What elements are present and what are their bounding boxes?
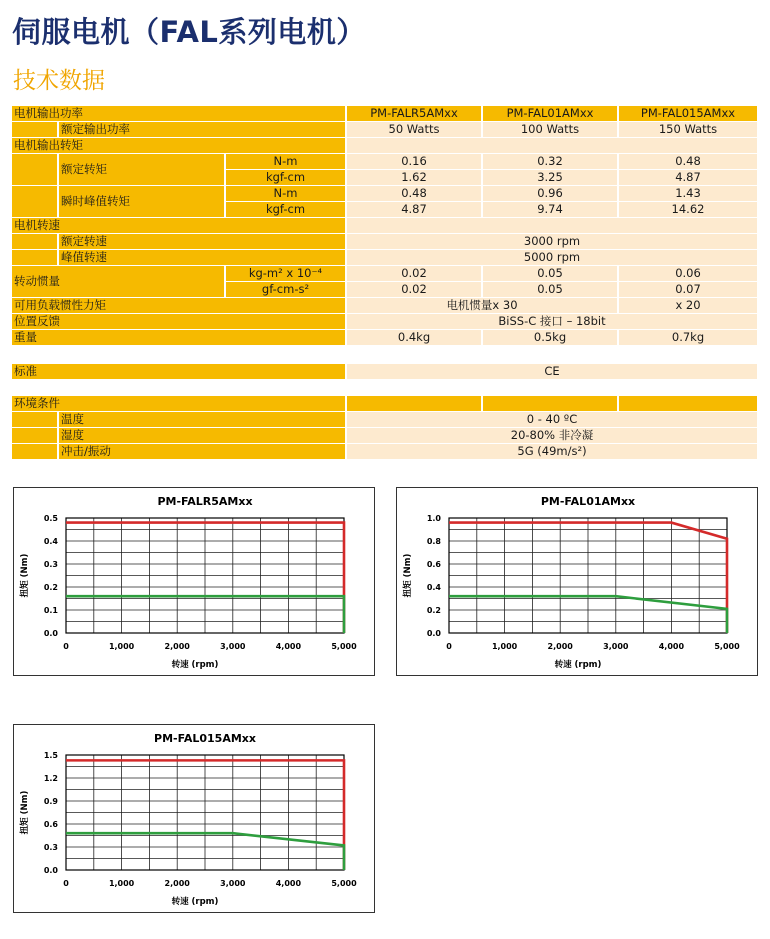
y-tick-label: 0.0: [43, 629, 58, 638]
weight-label: 重量: [12, 330, 345, 345]
chart-svg: [397, 488, 757, 675]
indent-cell: [12, 444, 57, 459]
torque-speed-chart-3: [13, 724, 375, 913]
torque-speed-chart-1: [13, 487, 375, 676]
load-inertia-value-b: x 20: [619, 298, 757, 313]
blank-cell: [347, 138, 757, 153]
inertia2-3: 0.07: [619, 282, 757, 297]
y-tick-label: 0.0: [43, 866, 58, 875]
section-title: 技术数据: [13, 68, 105, 94]
unit-kgfcm: kgf-cm: [226, 170, 345, 185]
chart-title: PM-FAL01AMxx: [540, 495, 636, 508]
table-row: [12, 122, 757, 137]
power-label: 电机输出功率: [12, 106, 345, 121]
table-row: [12, 138, 757, 153]
humidity-label: 湿度: [59, 428, 345, 443]
y-tick-label: 0.9: [43, 797, 58, 806]
x-tick-label: 0: [63, 879, 69, 888]
table-row: [12, 412, 757, 427]
temp-value: 0 - 40 ºC: [347, 412, 757, 427]
x-tick-label: 3,000: [220, 642, 246, 651]
y-axis-label: 扭矩 (Nm): [20, 553, 30, 598]
x-tick-label: 3,000: [603, 642, 629, 651]
rated-torque-nm-2: 0.32: [483, 154, 617, 169]
y-tick-label: 0.1: [43, 606, 58, 615]
torque-label: 电机输出转矩: [12, 138, 345, 153]
x-tick-label: 3,000: [220, 879, 246, 888]
y-tick-label: 0.3: [43, 560, 58, 569]
table-row: [12, 444, 757, 459]
indent-cell: [12, 234, 57, 249]
peak-torque-kgfcm-3: 14.62: [619, 202, 757, 217]
y-tick-label: 0.4: [426, 583, 441, 592]
y-tick-label: 0.4: [43, 537, 58, 546]
weight-2: 0.5kg: [483, 330, 617, 345]
x-tick-label: 1,000: [108, 879, 135, 888]
standard-value: CE: [347, 364, 757, 379]
table-row: [12, 154, 757, 185]
shock-value: 5G (49m/s²): [347, 444, 757, 459]
table-row: [12, 234, 757, 249]
table-row: [12, 330, 757, 345]
x-tick-label: 2,000: [547, 642, 573, 651]
table-row: [12, 106, 757, 121]
rated-power-2: 100 Watts: [483, 122, 617, 137]
rated-torque-kgfcm-3: 4.87: [619, 170, 757, 185]
peak-torque-kgfcm-1: 4.87: [347, 202, 481, 217]
temp-label: 温度: [59, 412, 345, 427]
table-row: [12, 396, 757, 411]
inertia-unit-2: gf-cm-s²: [226, 282, 345, 297]
indent-cell: [12, 154, 57, 185]
y-tick-label: 0.2: [43, 583, 58, 592]
rated-power-3: 150 Watts: [619, 122, 757, 137]
model-header-2: PM-FAL01AMxx: [483, 106, 617, 121]
x-tick-label: 5,000: [331, 879, 357, 888]
unit-nm: N-m: [226, 186, 345, 201]
standard-label: 标准: [12, 364, 345, 379]
blank-cell: [619, 396, 757, 411]
x-axis-label: 转速 (rpm): [171, 660, 219, 670]
inertia-unit-1: kg-m² x 10⁻⁴: [226, 266, 345, 281]
peak-speed-value: 5000 rpm: [347, 250, 757, 265]
peak-speed-label: 峰值转速: [59, 250, 345, 265]
table-row: [12, 298, 757, 313]
page-title: 伺服电机（FAL系列电机）: [12, 15, 366, 49]
rated-power-1: 50 Watts: [347, 122, 481, 137]
weight-1: 0.4kg: [347, 330, 481, 345]
feedback-label: 位置反馈: [12, 314, 345, 329]
x-tick-label: 4,000: [275, 642, 302, 651]
y-tick-label: 0.2: [426, 606, 441, 615]
y-tick-label: 1.0: [426, 514, 441, 523]
inertia1-3: 0.06: [619, 266, 757, 281]
rated-power-label: 额定输出功率: [59, 122, 345, 137]
table-row: [12, 428, 757, 443]
y-tick-label: 0.6: [43, 820, 58, 829]
rated-torque-kgfcm-2: 3.25: [483, 170, 617, 185]
peak-torque-nm-2: 0.96: [483, 186, 617, 201]
table-row: [12, 364, 757, 379]
weight-3: 0.7kg: [619, 330, 757, 345]
indent-cell: [12, 186, 57, 217]
x-tick-label: 2,000: [164, 642, 190, 651]
indent-cell: [12, 428, 57, 443]
y-tick-label: 0.3: [43, 843, 58, 852]
table-row: [12, 218, 757, 233]
indent-cell: [12, 250, 57, 265]
chart-title: PM-FAL015AMxx: [154, 732, 256, 745]
peak-torque-label: 瞬时峰值转矩: [59, 186, 224, 217]
y-tick-label: 1.2: [43, 774, 58, 783]
y-tick-label: 0.5: [43, 514, 58, 523]
env-label: 环境条件: [12, 396, 345, 411]
feedback-value: BiSS-C 接口 – 18bit: [347, 314, 757, 329]
table-row: [12, 250, 757, 265]
torque-speed-chart-2: [396, 487, 758, 676]
peak-torque-nm-3: 1.43: [619, 186, 757, 201]
y-tick-label: 0.8: [426, 537, 441, 546]
blank-cell: [483, 396, 617, 411]
x-tick-label: 1,000: [108, 642, 135, 651]
x-tick-label: 4,000: [658, 642, 685, 651]
table-row: [12, 186, 757, 217]
y-axis-label: 扭矩 (Nm): [20, 790, 30, 835]
rated-speed-label: 额定转速: [59, 234, 345, 249]
peak-torque-nm-1: 0.48: [347, 186, 481, 201]
rated-torque-nm-3: 0.48: [619, 154, 757, 169]
rated-torque-kgfcm-1: 1.62: [347, 170, 481, 185]
load-inertia-label: 可用负载惯性力矩: [12, 298, 345, 313]
table-row: [12, 314, 757, 329]
speed-label: 电机转速: [12, 218, 345, 233]
y-tick-label: 0.6: [426, 560, 441, 569]
rated-speed-value: 3000 rpm: [347, 234, 757, 249]
model-header-3: PM-FAL015AMxx: [619, 106, 757, 121]
indent-cell: [12, 412, 57, 427]
peak-torque-kgfcm-2: 9.74: [483, 202, 617, 217]
rated-torque-label: 额定转矩: [59, 154, 224, 185]
y-tick-label: 0.0: [426, 629, 441, 638]
humidity-value: 20-80% 非冷凝: [347, 428, 757, 443]
load-inertia-value-a: 电机惯量x 30: [347, 298, 617, 313]
unit-nm: N-m: [226, 154, 345, 169]
model-header-1: PM-FALR5AMxx: [347, 106, 481, 121]
x-tick-label: 4,000: [275, 879, 302, 888]
x-tick-label: 0: [63, 642, 69, 651]
inertia-label: 转动惯量: [12, 266, 224, 297]
x-tick-label: 2,000: [164, 879, 190, 888]
chart-svg: [14, 725, 374, 912]
x-axis-label: 转速 (rpm): [171, 897, 219, 907]
indent-cell: [12, 122, 57, 137]
inertia1-2: 0.05: [483, 266, 617, 281]
x-axis-label: 转速 (rpm): [554, 660, 602, 670]
x-tick-label: 5,000: [714, 642, 740, 651]
y-axis-label: 扭矩 (Nm): [403, 553, 413, 598]
shock-label: 冲击/振动: [59, 444, 345, 459]
inertia2-1: 0.02: [347, 282, 481, 297]
inertia2-2: 0.05: [483, 282, 617, 297]
x-tick-label: 1,000: [491, 642, 518, 651]
x-tick-label: 5,000: [331, 642, 357, 651]
chart-svg: [14, 488, 374, 675]
blank-cell: [347, 396, 481, 411]
unit-kgfcm: kgf-cm: [226, 202, 345, 217]
inertia1-1: 0.02: [347, 266, 481, 281]
y-tick-label: 1.5: [43, 751, 58, 760]
chart-title: PM-FALR5AMxx: [157, 495, 253, 508]
blank-cell: [347, 218, 757, 233]
rated-torque-nm-1: 0.16: [347, 154, 481, 169]
table-row: [12, 266, 757, 297]
x-tick-label: 0: [446, 642, 452, 651]
